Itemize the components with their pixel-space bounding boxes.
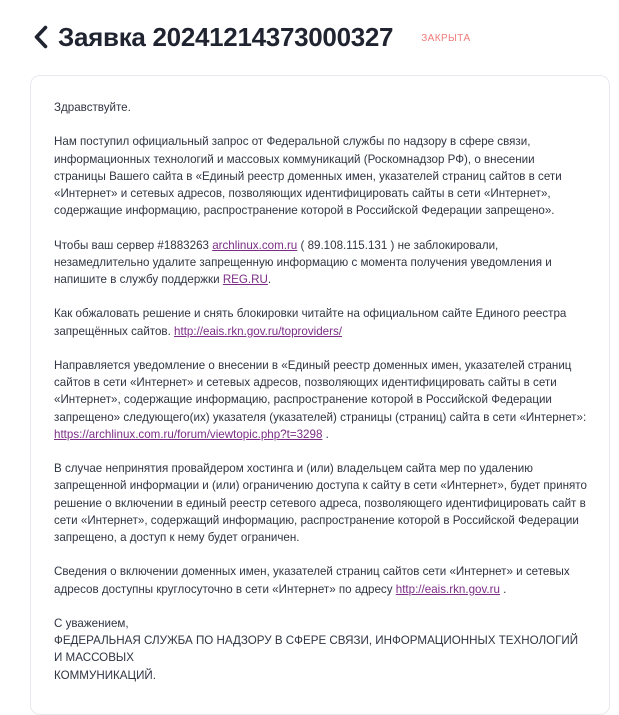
message-greeting: Здравствуйте. bbox=[54, 101, 131, 114]
message-paragraph-notice bbox=[54, 357, 589, 443]
signature-line: ФЕДЕРАЛЬНАЯ СЛУЖБА ПО НАДЗОРУ В СФЕРЕ СВЯЗИ, ИНФОРМАЦИОННЫХ ТЕХНОЛОГИЙ И МАССОВЫХ bbox=[54, 634, 579, 665]
message-paragraph-registry bbox=[54, 563, 589, 597]
signature-line: КОММУНИКАЦИЙ. bbox=[54, 668, 156, 682]
text-segment: ( 89.108.115.131 ) не заблокировали, незамедлительно удалите запрещенную информацию с момента получения уведомления и напишите в службу поддержки bbox=[54, 238, 552, 286]
text-segment: Сведения о включении доменных имен, указателей страниц сайтов сети «Интернет» и сетевых адресов доступны круглосуточно в сети «Интернет» по адресу bbox=[54, 565, 570, 596]
message-signature bbox=[54, 615, 589, 684]
ticket-message-card bbox=[30, 75, 610, 715]
message-body bbox=[54, 99, 589, 684]
message-paragraph-server bbox=[54, 237, 589, 289]
text-segment: . bbox=[322, 427, 329, 441]
support-link[interactable]: REG.RU bbox=[222, 273, 268, 286]
text-segment: Как обжаловать решение и снять блокировки читайте на официальном сайте Единого реестра запрещённых сайтов. bbox=[54, 307, 567, 338]
page-header bbox=[30, 20, 471, 54]
chevron-left-icon bbox=[33, 25, 49, 49]
message-paragraph-request: Нам поступил официальный запрос от Федеральной службы по надзору в сфере связи, информационных технологий и массовых коммуникаций (Роскомнадзор РФ), о внесении страницы Вашего сайта в «Единый реестр доменных имен, указателей страниц сайтов в сети «Интернет» и сетевых адресов, позволяющих идентифицировать сайты в сети «Интернет», содержащие информацию, распространение которой в Российской Федерации запрещено». bbox=[54, 135, 562, 218]
text-segment: . bbox=[267, 273, 272, 286]
registry-link[interactable]: http://eais.rkn.gov.ru bbox=[395, 582, 500, 596]
domain-link[interactable]: archlinux.com.ru bbox=[212, 238, 298, 252]
page-title: Заявка 20241214373000327 bbox=[58, 21, 394, 52]
text-segment: Направляется уведомление о внесении в «Единый реестр доменных имен, указателей страниц сайтов в сети «Интернет» и сетевых адресов, позволяющих идентифицировать сайты в сети «Интернет», содержащие информацию, распространение которой в Российской Федерации запрещено» следующего(их) указателя (указателей) страницы (страниц) сайта в сети «Интернет»: bbox=[54, 358, 587, 424]
toproviders-link[interactable]: http://eais.rkn.gov.ru/toproviders/ bbox=[174, 324, 343, 338]
back-button[interactable] bbox=[30, 24, 52, 50]
message-paragraph-warning: В случае непринятия провайдером хостинга и (или) владельцем сайта мер по удалению запрещенной информации и (или) ограничению доступа к сайту в сети «Интернет», будет принято решение о включении в единый реестр сетевого адреса, позволяющего идентифицировать сайт в сети «Интернет», содержащий информацию, распространение которой в Российской Федерации запрещено, а доступ к нему будет ограничен. bbox=[54, 462, 587, 544]
status-badge: ЗАКРЫТА bbox=[421, 32, 471, 44]
text-segment: Чтобы ваш сервер #1883263 bbox=[54, 238, 213, 252]
message-paragraph-appeal bbox=[54, 305, 589, 339]
signature-line: С уважением, bbox=[54, 616, 129, 630]
forum-topic-link[interactable]: https://archlinux.com.ru/forum/viewtopic.php?t=3298 bbox=[54, 427, 323, 441]
text-segment: . bbox=[499, 582, 507, 596]
